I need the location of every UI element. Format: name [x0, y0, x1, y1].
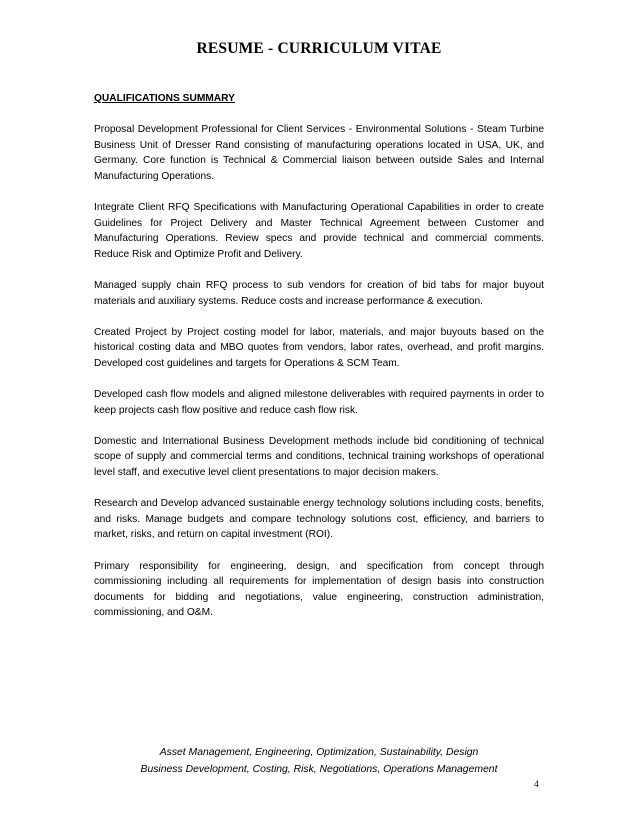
page-number: 4	[534, 780, 539, 790]
paragraph-supply-chain-rfq: Managed supply chain RFQ process to sub vendors for creation of bid tabs for major buyout materials and auxiliary systems. Reduce costs and increase performance & execution.	[94, 279, 544, 307]
document-title: RESUME - CURRICULUM VITAE	[196, 40, 442, 57]
footer-keywords-line-2: Business Development, Costing, Risk, Negotiations, Operations Management	[140, 763, 498, 775]
paragraph-cash-flow-models: Developed cash flow models and aligned milestone deliverables with required payments in order to keep projects cash flow positive and reduce cash flow risk.	[94, 389, 544, 416]
paragraph-primary-responsibility: Primary responsibility for engineering, design, and specification from concept through commissioning including all requirements for implementation of design basis into construction documents for bidding and negotiations, value engineering, construction administration, commissioning, and O&M.	[94, 560, 544, 619]
section-heading-qualifications-summary: QUALIFICATIONS SUMMARY	[94, 93, 235, 104]
paragraph-integrate-client-rfq: Integrate Client RFQ Specifications with Manufacturing Operational Capabilities in order to create Guidelines for Project Delivery and Master Technical Agreement between Customer and Manufacturing Operations. Review specs and provide technical and commercial comments. Reduce Risk and Optimize Profit and Delivery.	[94, 201, 544, 260]
paragraph-business-development: Domestic and International Business Development methods include bid conditioning of technical scope of supply and commercial terms and conditions, technical training workshops of operational level staff, and executive level client presentations to major decision makers.	[94, 435, 544, 479]
paragraph-costing-model: Created Project by Project costing model for labor, materials, and major buyouts based on the historical costing data and MBO quotes from vendors, labor rates, overhead, and profit margins. Developed cost guidelines and targets for Operations & SCM Team.	[94, 326, 544, 369]
footer-keywords-line-1: Asset Management, Engineering, Optimization, Sustainability, Design	[159, 747, 479, 758]
paragraph-research-develop: Research and Develop advanced sustainable energy technology solutions including costs, benefits, and risks. Manage budgets and compare technology solutions cost, efficiency, and barriers to market, risks, and return on capital investment (ROI).	[94, 498, 544, 541]
paragraph-proposal-development: Proposal Development Professional for Client Services - Environmental Solutions - Steam Turbine Business Unit of Dresser Rand consisting of manufacturing operations located in USA, UK, and Germany. Core function is Technical & Commercial liaison between outside Sales and Internal Manufacturing Operations.	[94, 124, 544, 182]
page-footer	[0, 745, 638, 778]
qualifications-body	[94, 122, 544, 637]
